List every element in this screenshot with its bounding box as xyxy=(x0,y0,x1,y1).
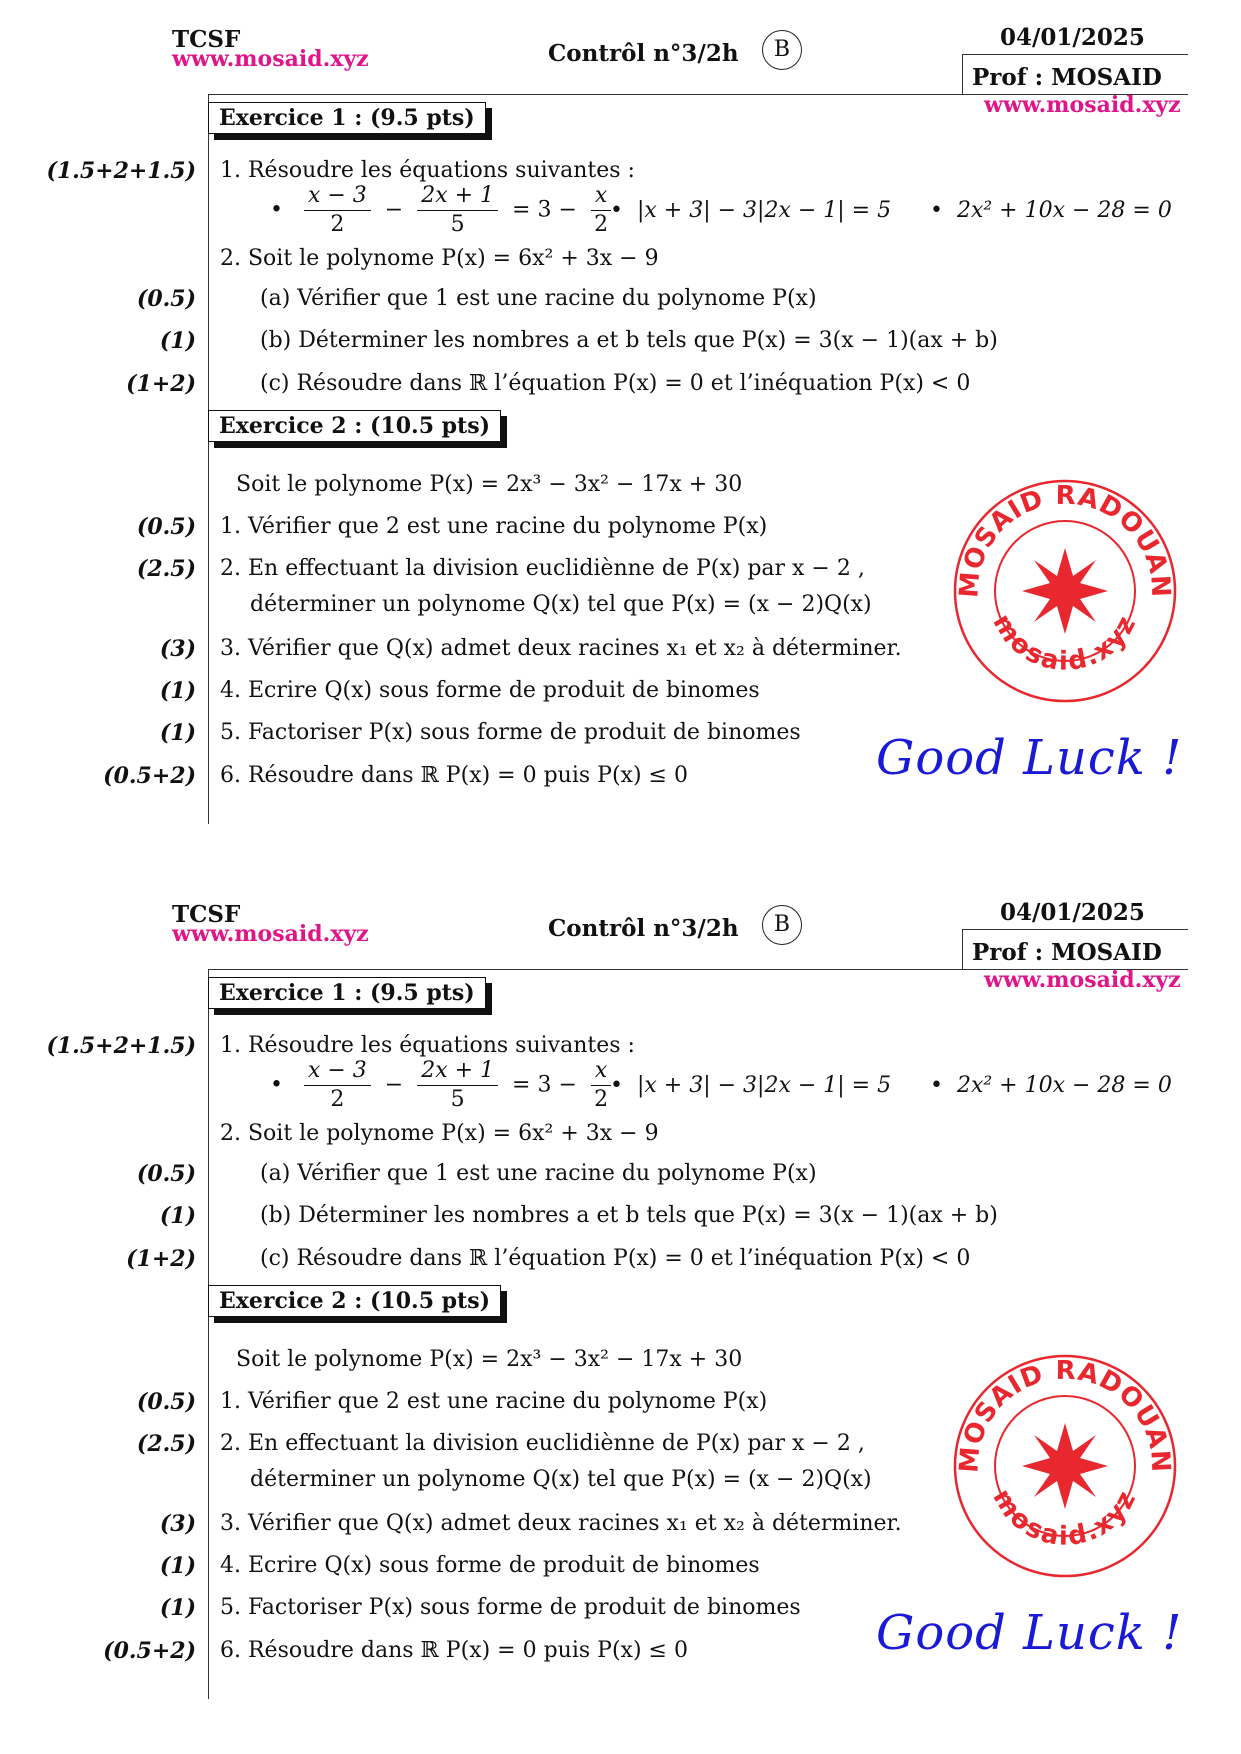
ex2-q6-text: 6. Résoudre dans ℝ P(x) = 0 puis P(x) ≤ 0 xyxy=(220,763,688,788)
points-q1: (1.5+2+1.5) xyxy=(46,1033,196,1059)
points-ex2-q2: (2.5) xyxy=(136,1431,196,1457)
exam-date: 04/01/2025 xyxy=(1000,899,1145,926)
ex1-q2-text: 2. Soit le polynome P(x) = 6x² + 3x − 9 xyxy=(220,1121,659,1146)
ex2-q2-text: 2. En effectuant la division euclidiènne de P(x) par x − 2 , xyxy=(220,1431,865,1456)
header-rule-right xyxy=(962,929,1188,930)
exam-title: Contrôl n°3/2h xyxy=(548,40,739,67)
variant-badge: B xyxy=(762,30,802,70)
ex2-q5-text: 5. Factoriser P(x) sous forme de produit de binomes xyxy=(220,1595,801,1620)
ex2-q4-text: 4. Ecrire Q(x) sous forme de produit de binomes xyxy=(220,678,760,703)
points-q2b: (1) xyxy=(159,1203,196,1229)
svg-text:mosaid.xyz: mosaid.xyz xyxy=(986,608,1143,678)
ex1-eq3: • 2x² + 10x − 28 = 0 xyxy=(930,1073,1172,1098)
points-ex2-q3: (3) xyxy=(159,636,196,662)
exam-date: 04/01/2025 xyxy=(1000,24,1145,51)
ex2-intro: Soit le polynome P(x) = 2x³ − 3x² − 17x + 30 xyxy=(236,1347,743,1372)
points-q2b: (1) xyxy=(159,328,196,354)
stamp-seal xyxy=(950,476,1180,706)
ex2-q5-text: 5. Factoriser P(x) sous forme de produit de binomes xyxy=(220,720,801,745)
ex1-eq1: • $\frac{x - 3}{2}$ − $\frac{2x + 1}{5}$ = 3 − $\frac{x}{2}$ xyxy=(270,182,611,239)
points-ex2-q6: (0.5+2) xyxy=(103,763,196,789)
good-luck-signature: Good Luck ! xyxy=(876,730,1183,786)
points-q2a: (0.5) xyxy=(136,1161,196,1187)
ex2-q4-text: 4. Ecrire Q(x) sous forme de produit de binomes xyxy=(220,1553,760,1578)
points-q2a: (0.5) xyxy=(136,286,196,312)
class-label: TCSF xyxy=(172,26,241,53)
site-link[interactable]: www.mosaid.xyz xyxy=(172,921,369,947)
prof-name: Prof : MOSAID xyxy=(972,939,1162,966)
ex2-q3-text: 3. Vérifier que Q(x) admet deux racines x₁ et x₂ à déterminer. xyxy=(220,636,902,661)
ex1-q2-text: 2. Soit le polynome P(x) = 6x² + 3x − 9 xyxy=(220,246,659,271)
points-ex2-q6: (0.5+2) xyxy=(103,1638,196,1664)
ex1-q2a-text: (a) Vérifier que 1 est une racine du polynome P(x) xyxy=(260,1161,817,1186)
ex2-q2-text2: déterminer un polynome Q(x) tel que P(x) = (x − 2)Q(x) xyxy=(250,1467,872,1492)
prof-box-left-border xyxy=(962,929,963,969)
points-ex2-q4: (1) xyxy=(159,678,196,704)
points-ex2-q2: (2.5) xyxy=(136,556,196,582)
ex2-q3-text: 3. Vérifier que Q(x) admet deux racines x₁ et x₂ à déterminer. xyxy=(220,1511,902,1536)
prof-box-left-border xyxy=(962,54,963,94)
ex1-q2c-text: (c) Résoudre dans ℝ l’équation P(x) = 0 et l’inéquation P(x) < 0 xyxy=(260,1246,971,1271)
prof-name: Prof : MOSAID xyxy=(972,64,1162,91)
points-ex2-q5: (1) xyxy=(159,720,196,746)
margin-line xyxy=(208,94,209,824)
ex1-q1-text: 1. Résoudre les équations suivantes : xyxy=(220,1033,635,1058)
ex1-q2a-text: (a) Vérifier que 1 est une racine du polynome P(x) xyxy=(260,286,817,311)
exam-title: Contrôl n°3/2h xyxy=(548,915,739,942)
points-ex2-q1: (0.5) xyxy=(136,514,196,540)
ex1-q2b-text: (b) Déterminer les nombres a et b tels que P(x) = 3(x − 1)(ax + b) xyxy=(260,328,998,353)
ex1-q1-text: 1. Résoudre les équations suivantes : xyxy=(220,158,635,183)
class-label: TCSF xyxy=(172,901,241,928)
points-q2c: (1+2) xyxy=(126,371,196,397)
site-link-right[interactable]: www.mosaid.xyz xyxy=(984,967,1181,993)
header-rule-right xyxy=(962,54,1188,55)
ex2-q2-text2: déterminer un polynome Q(x) tel que P(x) = (x − 2)Q(x) xyxy=(250,592,872,617)
points-ex2-q1: (0.5) xyxy=(136,1389,196,1415)
exam-sheet-2 xyxy=(0,877,1241,1754)
points-ex2-q3: (3) xyxy=(159,1511,196,1537)
points-q1: (1.5+2+1.5) xyxy=(46,158,196,184)
ex1-eq2: • |x + 3| − 3|2x − 1| = 5 xyxy=(610,198,892,223)
ex2-q2-text: 2. En effectuant la division euclidiènne de P(x) par x − 2 , xyxy=(220,556,865,581)
points-ex2-q5: (1) xyxy=(159,1595,196,1621)
ex1-q2c-text: (c) Résoudre dans ℝ l’équation P(x) = 0 et l’inéquation P(x) < 0 xyxy=(260,371,971,396)
margin-line xyxy=(208,969,209,1699)
ex2-q1-text: 1. Vérifier que 2 est une racine du polynome P(x) xyxy=(220,1389,768,1414)
ex2-q1-text: 1. Vérifier que 2 est une racine du polynome P(x) xyxy=(220,514,768,539)
exercise-2-title: Exercice 2 : (10.5 pts) xyxy=(208,410,501,442)
ex2-q6-text: 6. Résoudre dans ℝ P(x) = 0 puis P(x) ≤ 0 xyxy=(220,1638,688,1663)
points-q2c: (1+2) xyxy=(126,1246,196,1272)
good-luck-signature: Good Luck ! xyxy=(876,1605,1183,1661)
stamp-seal xyxy=(950,1351,1180,1581)
exercise-1-title: Exercice 1 : (9.5 pts) xyxy=(208,977,486,1009)
ex1-eq3: • 2x² + 10x − 28 = 0 xyxy=(930,198,1172,223)
site-link-right[interactable]: www.mosaid.xyz xyxy=(984,92,1181,118)
site-link[interactable]: www.mosaid.xyz xyxy=(172,46,369,72)
ex2-intro: Soit le polynome P(x) = 2x³ − 3x² − 17x + 30 xyxy=(236,472,743,497)
exercise-1-title: Exercice 1 : (9.5 pts) xyxy=(208,102,486,134)
svg-text:MOSAID RADOUAN: MOSAID RADOUAN xyxy=(954,480,1176,599)
points-ex2-q4: (1) xyxy=(159,1553,196,1579)
svg-text:MOSAID RADOUAN: MOSAID RADOUAN xyxy=(954,1355,1176,1474)
ex1-eq2: • |x + 3| − 3|2x − 1| = 5 xyxy=(610,1073,892,1098)
svg-text:mosaid.xyz: mosaid.xyz xyxy=(986,1483,1143,1553)
ex1-q2b-text: (b) Déterminer les nombres a et b tels que P(x) = 3(x − 1)(ax + b) xyxy=(260,1203,998,1228)
variant-badge: B xyxy=(762,905,802,945)
ex1-eq1: • $\frac{x - 3}{2}$ − $\frac{2x + 1}{5}$ = 3 − $\frac{x}{2}$ xyxy=(270,1057,611,1114)
exercise-2-title: Exercice 2 : (10.5 pts) xyxy=(208,1285,501,1317)
